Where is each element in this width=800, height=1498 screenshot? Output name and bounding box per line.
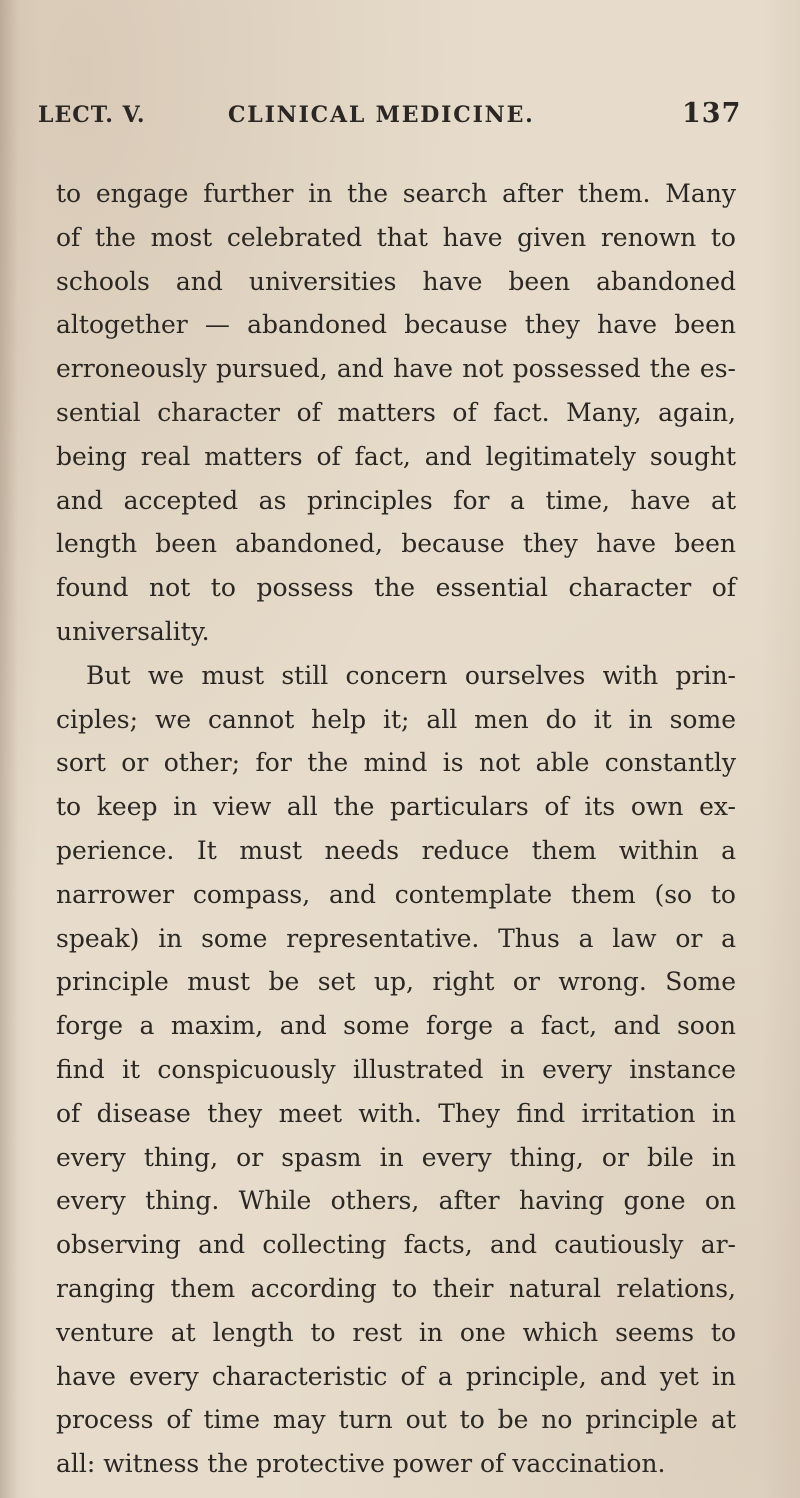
text-line: erroneously pursued, and have not possessed the es- (56, 354, 736, 384)
text-line: sential character of matters of fact. Many, again, (56, 397, 736, 427)
text-line: of the most celebrated that have given renown to (56, 222, 736, 252)
text-line: process of time may turn out to be no principle at (56, 1405, 736, 1435)
text-line: perience. It must needs reduce them within a (56, 835, 736, 865)
text-line: But we must still concern ourselves with prin- (86, 660, 736, 690)
text-line: find it conspicuously illustrated in every instance (56, 1054, 736, 1084)
text-line: principle must be set up, right or wrong. Some (56, 967, 736, 997)
text-line: forge a maxim, and some forge a fact, and soon (56, 1011, 736, 1041)
body-text (56, 172, 736, 1486)
text-line: altogether — abandoned because they have been (56, 310, 736, 340)
text-line: and accepted as principles for a time, have at (56, 485, 736, 515)
text-line: being real matters of fact, and legitimately sought (56, 441, 736, 471)
running-head (38, 98, 742, 142)
text-line: ranging them according to their natural relations, (56, 1273, 736, 1303)
text-line: of disease they meet with. They find irritation in (56, 1098, 736, 1128)
text-line: sort or other; for the mind is not able constantly (56, 748, 736, 778)
paragraph-1 (56, 172, 736, 654)
text-line: ciples; we cannot help it; all men do it in some (56, 704, 736, 734)
lecture-label: LECT. V. (38, 102, 146, 128)
page-number: 137 (682, 98, 742, 129)
page-edge-shadow (0, 0, 18, 1498)
text-line: all: witness the protective power of vaccination. (56, 1449, 666, 1479)
text-line: to keep in view all the particulars of its own ex- (56, 792, 736, 822)
text-line: universality. (56, 616, 210, 646)
text-line: every thing. While others, after having gone on (56, 1186, 736, 1216)
text-line: venture at length to rest in one which seems to (56, 1317, 736, 1347)
text-line: schools and universities have been abandoned (56, 266, 736, 296)
paragraph-2 (56, 654, 736, 1486)
text-line: have every characteristic of a principle, and yet in (56, 1361, 736, 1391)
book-title: CLINICAL MEDICINE. (228, 102, 535, 128)
text-line: to engage further in the search after them. Many (56, 179, 736, 208)
text-line: length been abandoned, because they have been (56, 529, 736, 559)
text-line: narrower compass, and contemplate them (so to (56, 879, 736, 909)
text-line: found not to possess the essential character of (56, 573, 736, 603)
text-line: observing and collecting facts, and cautiously ar- (56, 1230, 736, 1260)
text-line: every thing, or spasm in every thing, or bile in (56, 1142, 736, 1172)
text-line: speak) in some representative. Thus a law or a (56, 923, 736, 953)
